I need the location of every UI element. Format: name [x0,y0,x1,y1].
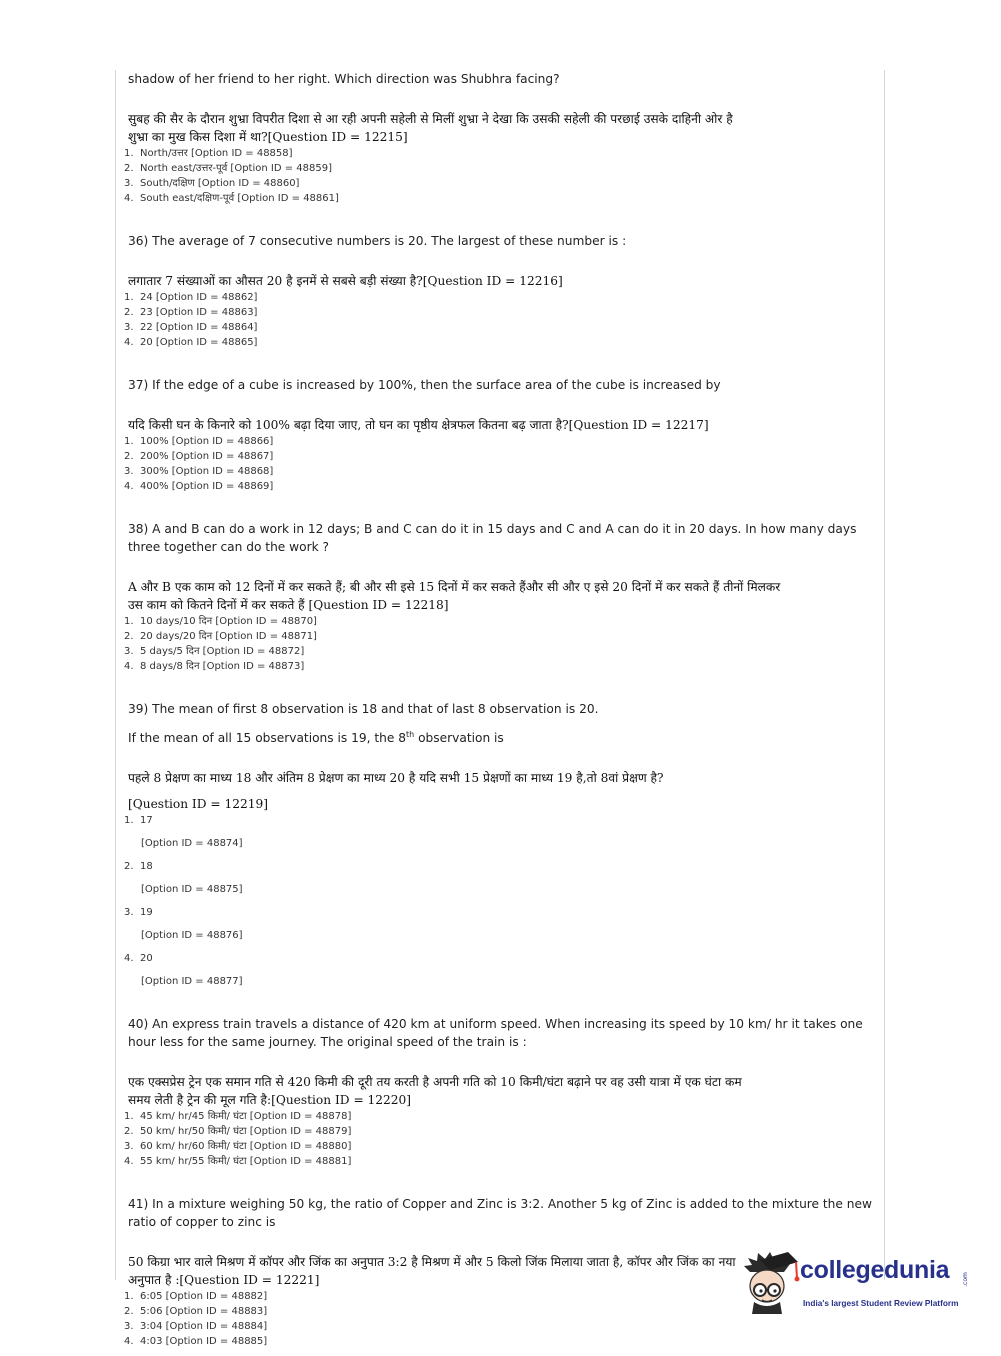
option-item: 1. 17 [Option ID = 48874] [124,815,243,850]
option-item: 4. 4:03 [Option ID = 48885] [124,1336,268,1348]
option-item: 2. North east/उत्तर-पूर्व [Option ID = 48859] [124,163,332,174]
brand-name: collegedunia [800,1256,950,1284]
mascot-icon [740,1248,802,1314]
brand-domain-suffix: .com [961,1272,969,1287]
option-item: 3. 22 [Option ID = 48864] [124,322,258,333]
option-item: 4. South east/दक्षिण-पूर्व [Option ID = 48861] [124,193,339,204]
option-item: 3. South/दक्षिण [Option ID = 48860] [124,178,300,189]
question-39-english-line-2: If the mean of all 15 observations is 19, the 8th observation is [128,730,504,746]
question-35 [124,70,873,206]
option-item: 3. 60 km/ hr/60 किमी/ घंटा [Option ID = 48880] [124,1141,352,1153]
question-36 [124,232,873,350]
option-item: 1. 100% [Option ID = 48866] [124,436,274,447]
option-item: 2. 20 days/20 दिन [Option ID = 48871] [124,631,317,642]
question-36-hindi: लगातार 7 संख्याओं का औसत 20 है इनमें से सबसे बड़ी संख्या है?[Question ID = 12216] [128,274,563,288]
option-item: 1. 24 [Option ID = 48862] [124,292,258,303]
option-item: 2. 50 km/ hr/50 किमी/ घंटा [Option ID = 48879] [124,1126,352,1138]
question-39-hindi: पहले 8 प्रेक्षण का माध्य 18 और अंतिम 8 प्रेक्षण का माध्य 20 है यदि सभी 15 प्रेक्षणों का माध्य 19 है,तो 8वां प्रेक्षण है? [128,771,664,786]
question-36-options [124,290,873,350]
question-35-hindi-line-1: सुबह की सैर के दौरान शुभ्रा विपरीत दिशा से आ रही अपनी सहेली से मिलीं शुभ्रा ने देखा कि उसकी सहेली की परछाई उसके दाहिनी ओर है [128,112,733,126]
question-38-options [124,614,873,674]
question-39-question-id: [Question ID = 12219] [128,797,268,812]
question-38-hindi-line-1: A और B एक काम को 12 दिनों में कर सकते हैं; बी और सी इसे 15 दिनों में कर सकते हैंऔर सी और ए इसे 20 दिनों में कर सकते हैं तीनों मिलकर [128,580,781,594]
option-item: 1. 10 days/10 दिन [Option ID = 48870] [124,616,317,627]
option-item: 4. 20 [Option ID = 48865] [124,337,258,348]
question-37 [124,376,873,494]
question-40 [124,1015,873,1169]
option-item: 4. 8 days/8 दिन [Option ID = 48873] [124,661,305,672]
option-item: 2. 5:06 [Option ID = 48883] [124,1306,268,1318]
question-41-hindi-line-2: अनुपात है :[Question ID = 12221] [128,1273,320,1288]
option-item: 4. 20 [Option ID = 48877] [124,953,243,988]
question-39-english-line-1: 39) The mean of first 8 observation is 18 and that of last 8 observation is 20. [128,702,599,716]
question-40-english-line-1: 40) An express train travels a distance of 420 km at uniform speed. When increasing its speed by 10 km/ hr it takes one [128,1017,863,1032]
collegedunia-logo[interactable] [740,1248,970,1318]
question-paper-content [124,70,873,1349]
question-38-hindi-line-2: उस काम को कितने दिनों में कर सकते हैं [Question ID = 12218] [128,598,449,612]
question-41-hindi-line-1: 50 किग्रा भार वाले मिश्रण में कॉपर और जिंक का अनुपात 3:2 है मिश्रण में और 5 किलो जिंक मिलाया जाता है, कॉपर और जिंक का नया [128,1255,736,1270]
option-item: 1. North/उत्तर [Option ID = 48858] [124,148,293,159]
option-item: 1. 45 km/ hr/45 किमी/ घंटा [Option ID = 48878] [124,1111,352,1123]
question-39-options [124,813,873,989]
brand-tagline: India's largest Student Review Platform [803,1298,959,1308]
question-35-options [124,146,873,206]
right-margin-line [884,70,885,1280]
left-margin-line [115,70,116,1280]
question-38-english-line-1: 38) A and B can do a work in 12 days; B and C can do it in 15 days and C and A can do it in 20 days. In how many days [128,522,857,536]
option-item: 2. 23 [Option ID = 48863] [124,307,258,318]
question-41-english-line-2: ratio of copper to zinc is [128,1215,276,1230]
question-37-options [124,434,873,494]
option-item: 3. 300% [Option ID = 48868] [124,466,274,477]
question-41-english-line-1: 41) In a mixture weighing 50 kg, the ratio of Copper and Zinc is 3:2. Another 5 kg of Zinc is added to the mixture the new [128,1197,872,1212]
option-item: 3. 3:04 [Option ID = 48884] [124,1321,268,1333]
option-item: 2. 200% [Option ID = 48867] [124,451,274,462]
option-item: 4. 55 km/ hr/55 किमी/ घंटा [Option ID = 48881] [124,1156,352,1168]
question-38-english-line-2: three together can do the work ? [128,540,330,554]
question-40-hindi-line-1: एक एक्सप्रेस ट्रेन एक समान गति से 420 किमी की दूरी तय करती है अपनी गति को 10 किमी/घंटा बढ़ाने पर वह उसी यात्रा में एक घंटा कम [128,1075,742,1090]
question-40-options [124,1109,873,1169]
question-35-hindi-line-2: शुभ्रा का मुख किस दिशा में था?[Question ID = 12215] [128,130,408,144]
option-item: 3. 19 [Option ID = 48876] [124,907,243,942]
option-item: 4. 400% [Option ID = 48869] [124,481,274,492]
question-40-english-line-2: hour less for the same journey. The original speed of the train is : [128,1035,527,1050]
option-item: 3. 5 days/5 दिन [Option ID = 48872] [124,646,305,657]
question-37-hindi: यदि किसी घन के किनारे को 100% बढ़ा दिया जाए, तो घन का पृष्ठीय क्षेत्रफल कितना बढ़ जाता है?[Question ID = 12217] [128,418,709,432]
question-39 [124,700,873,989]
question-40-hindi-line-2: समय लेती है ट्रेन की मूल गति है:[Question ID = 12220] [128,1093,412,1108]
question-35-english-tail: shadow of her friend to her right. Which direction was Shubhra facing? [128,72,560,86]
option-item: 2. 18 [Option ID = 48875] [124,861,243,896]
question-38 [124,520,873,674]
question-37-english: 37) If the edge of a cube is increased by 100%, then the surface area of the cube is increased by [128,378,721,392]
option-item: 1. 6:05 [Option ID = 48882] [124,1291,268,1303]
question-36-english: 36) The average of 7 consecutive numbers is 20. The largest of these number is : [128,234,627,248]
